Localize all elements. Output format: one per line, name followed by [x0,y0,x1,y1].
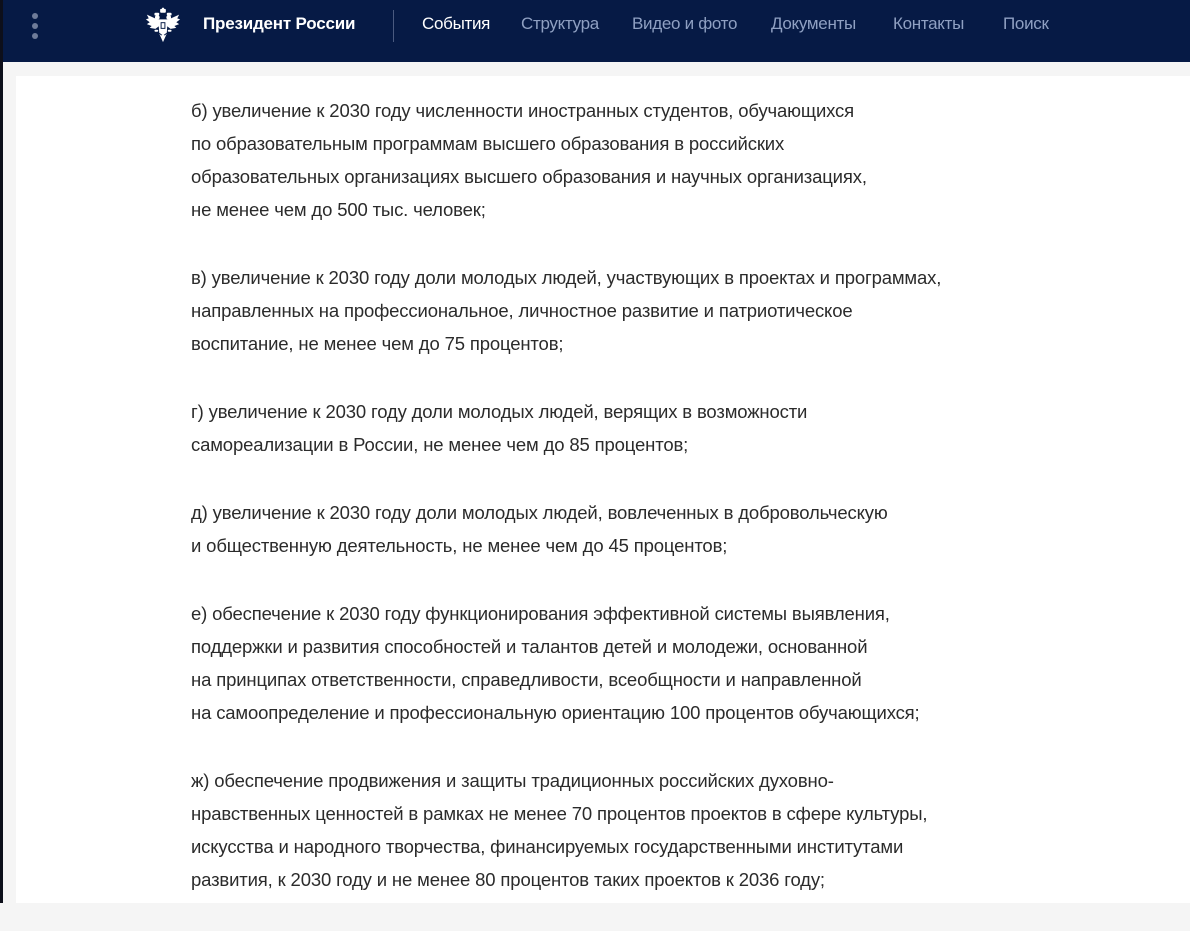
text-line: д) увеличение к 2030 году доли молодых людей, вовлеченных в добровольческую [191,502,888,523]
site-header [0,0,1190,62]
list-item-d [191,496,1051,562]
nav-item-contacts[interactable]: Контакты [893,14,965,33]
text-line: самореализации в России, не менее чем до 85 процентов; [191,434,689,455]
list-item-g [191,395,1051,461]
text-line: е) обеспечение к 2030 году функционирования эффективной системы выявления, [191,603,890,624]
dot [32,13,38,19]
text-line: г) увеличение к 2030 году доли молодых людей, верящих в возможности [191,401,808,422]
vertical-dots-icon[interactable] [28,13,42,39]
text-line: нравственных ценностей в рамках не менее 70 процентов проектов в сфере культуры, [191,803,928,824]
text-line: и общественную деятельность, не менее чем до 45 процентов; [191,535,728,556]
text-line: направленных на профессиональное, личностное развитие и патриотическое [191,300,853,321]
nav-item-documents[interactable]: Документы [771,14,856,33]
text-line: в) увеличение к 2030 году доли молодых людей, участвующих в проектах и программах, [191,267,942,288]
text-line: искусства и народного творчества, финансируемых государственными институтами [191,836,904,857]
list-item-v [191,261,1051,360]
document-body [191,94,1051,931]
text-line: на принципах ответственности, справедливости, всеобщности и направленной [191,669,862,690]
text-line: б) увеличение к 2030 году численности иностранных студентов, обучающихся [191,100,855,121]
list-item-b [191,94,1051,226]
list-item-zh [191,764,1051,896]
site-brand-link[interactable]: Президент России [203,14,356,33]
nav-item-search[interactable]: Поиск [1003,14,1049,33]
text-line: поддержки и развития способностей и талантов детей и молодежи, основанной [191,636,868,657]
nav-item-video-photo[interactable]: Видео и фото [632,14,738,33]
list-item-e [191,597,1051,729]
text-line: ж) обеспечение продвижения и защиты традиционных российских духовно- [191,770,834,791]
text-line: не менее чем до 500 тыс. человек; [191,199,486,220]
nav-item-structure[interactable]: Структура [521,14,599,33]
window-edge [0,0,3,903]
dot [32,33,38,39]
text-line: на самоопределение и профессиональную ориентацию 100 процентов обучающихся; [191,702,920,723]
text-line: воспитание, не менее чем до 75 процентов; [191,333,564,354]
text-line: образовательных организациях высшего образования и научных организациях, [191,166,867,187]
dot [32,23,38,29]
double-headed-eagle-icon[interactable] [144,7,182,45]
header-divider [393,10,394,42]
text-line: развития, к 2030 году и не менее 80 процентов таких проектов к 2036 году; [191,869,825,890]
nav-item-events[interactable]: События [422,14,491,33]
text-line: по образовательным программам высшего образования в российских [191,133,785,154]
